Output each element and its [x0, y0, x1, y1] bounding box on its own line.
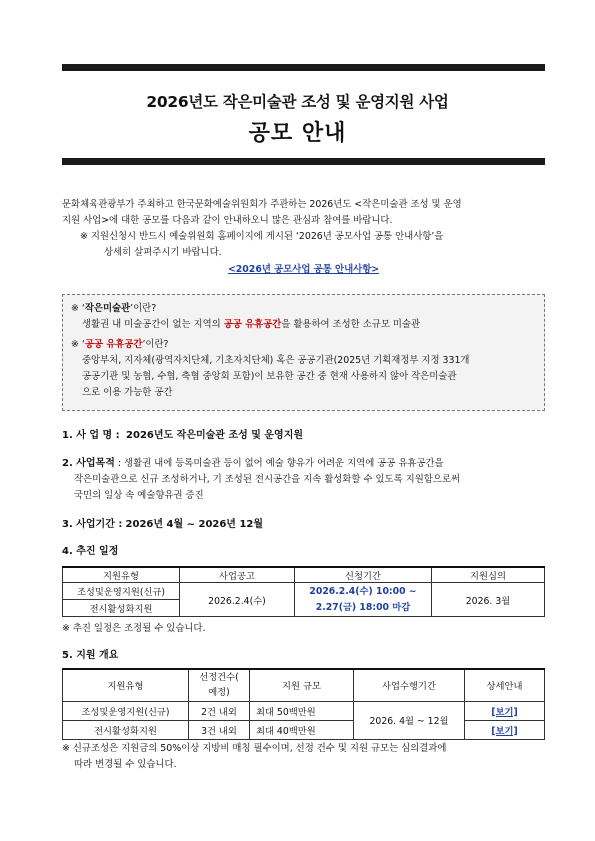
- detail-link[interactable]: [보기]: [491, 725, 518, 737]
- table-cell: 3건 내외: [189, 720, 250, 739]
- intro-paragraph: [62, 197, 545, 278]
- section-project-name: 1. 사 업 명 : 2026년도 작은미술관 조성 및 운영지원: [62, 430, 304, 441]
- section-overview-heading: 5. 지원 개요: [62, 650, 119, 661]
- table-cell: 최대 40백만원: [250, 720, 354, 739]
- table-cell: 전시활성화지원: [63, 600, 180, 617]
- table-cell: [465, 720, 545, 739]
- table-header-cell: 지원유형: [63, 669, 189, 701]
- common-notice-link[interactable]: <2026년 공모사업 공통 안내사항>: [227, 264, 380, 275]
- section-purpose: 2. 사업목적 : 생활권 내에 등록미술관 등이 없어 예술 향유가 어려운 지역에 공공 유휴공간을 작은미술관으로 신규 조성하거나, 기 조성된 전시공간을 지속 활성화할 수 있도록 지원함으로써 국민의 일상 속 예술향유권 증진: [62, 458, 460, 501]
- section-period: 3. 사업기간 : 2026년 4월 ~ 2026년 12월: [62, 519, 264, 530]
- table-cell: 조성및운영지원(신규): [63, 701, 189, 720]
- definition-answer: 중앙부처, 지자체(광역자치단체, 기초자치단체) 혹은 공공기관(2025년 기획재정부 지정 331개: [82, 355, 470, 366]
- page-subtitle: 공모 안내: [248, 121, 347, 146]
- support-table: [62, 668, 545, 740]
- definition-answer: 으로 이용 가능한 공간: [82, 387, 173, 398]
- table-header-cell: 선정건수( 예정): [189, 669, 250, 701]
- intro-note: ※ 지원신청시 반드시 예술위원회 홈페이지에 게시된 ‘2026년 공모사업 공통 안내사항’을: [80, 231, 444, 242]
- section-schedule-heading: 4. 추진 일정: [62, 546, 119, 557]
- table-cell: 전시활성화지원: [63, 720, 189, 739]
- definition-box: [62, 294, 545, 411]
- table-cell: [465, 701, 545, 720]
- top-divider: [62, 64, 545, 71]
- intro-line: 문화체육관광부가 주최하고 한국문화예술위원회가 주관하는 2026년도 <작은미술관 조성 및 운영: [62, 199, 462, 210]
- schedule-table: [62, 566, 545, 617]
- application-period-cell: 2026.2.4(수) 10:00 ~ 2.27(금) 18:00 마감: [295, 583, 432, 617]
- table-header-cell: 사업공고: [180, 567, 295, 583]
- table-header-cell: 사업수행기간: [354, 669, 465, 701]
- table-cell: 2026. 3월: [432, 583, 545, 617]
- intro-line: 지원 사업>에 대한 공모를 다음과 같이 안내하오니 많은 관심과 참여를 바랍니다.: [62, 215, 393, 226]
- definition-question: ※ ‘공공 유휴공간’이란?: [71, 339, 169, 350]
- definition-answer: 공공기관 및 농협, 수협, 축협 중앙회 포함)이 보유한 공간 중 현재 사용하지 않아 작은미술관: [82, 371, 457, 382]
- table-header-cell: 지원 규모: [250, 669, 354, 701]
- page-title: 2026년도 작은미술관 조성 및 운영지원 사업: [146, 93, 449, 111]
- table-header-cell: 신청기간: [295, 567, 432, 583]
- table-row: [63, 583, 545, 600]
- bottom-divider: [62, 158, 545, 165]
- schedule-note: ※ 추진 일정은 조정될 수 있습니다.: [62, 623, 206, 634]
- detail-link[interactable]: [보기]: [491, 706, 518, 718]
- intro-note: 상세히 살펴주시기 바랍니다.: [104, 247, 222, 258]
- overview-note: ※ 신규조성은 지원금의 50%이상 지방비 매칭 필수이며, 선정 건수 및 지원 규모는 심의결과에 따라 변경될 수 있습니다.: [62, 743, 447, 770]
- table-row: [63, 720, 545, 739]
- definition-question: ※ ‘작은미술관’이란?: [71, 303, 157, 314]
- table-cell: 최대 50백만원: [250, 701, 354, 720]
- table-header-cell: 지원유형: [63, 567, 180, 583]
- table-row: [63, 701, 545, 720]
- table-header-cell: 상세안내: [465, 669, 545, 701]
- definition-answer: 생활권 내 미술공간이 없는 지역의 공공 유휴공간을 활용하여 조성한 소규모 미술관: [82, 319, 421, 330]
- table-header-row: [63, 669, 545, 701]
- table-cell: 조성및운영지원(신규): [63, 583, 180, 600]
- table-header-row: [63, 567, 545, 583]
- table-cell: 2026.2.4(수): [180, 583, 295, 617]
- table-cell: 2건 내외: [189, 701, 250, 720]
- table-cell: 2026. 4월 ~ 12월: [354, 701, 465, 739]
- table-header-cell: 지원심의: [432, 567, 545, 583]
